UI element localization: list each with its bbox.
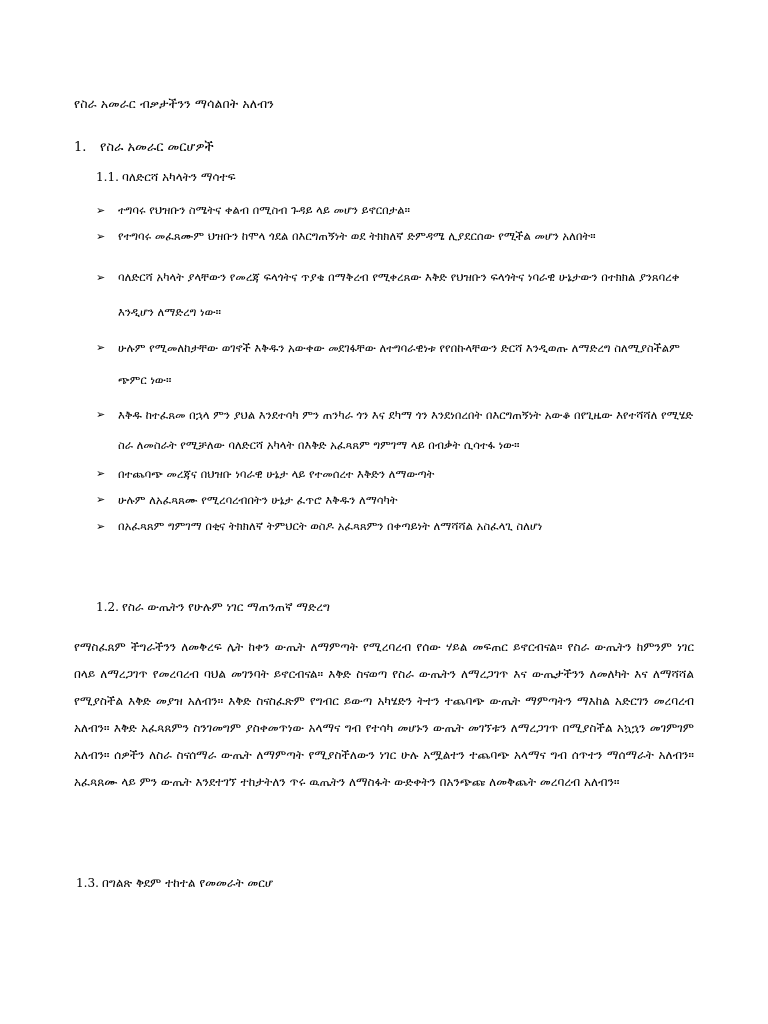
bullet-list bbox=[96, 200, 708, 539]
arrow-bullet-icon: ➢ bbox=[96, 520, 106, 533]
bullet-text: የተግባሩ መፈጸሙም ህዝቡን ከሞላ ጎደል በእርግጠኝነት ወደ ትክክለኛ ድምዳሜ ሊያደርሰው የሚችል መሆን አለበት። bbox=[118, 229, 596, 243]
section-1-number: 1. bbox=[74, 140, 87, 155]
subsection-1-2-number: 1.2. bbox=[96, 600, 119, 614]
section-1-text: የስራ አመራር መርሆዎች bbox=[100, 140, 214, 155]
document-title: የስራ አመራር ብቃታችንን ማሳልበት አለብን bbox=[74, 96, 274, 111]
bullet-text: በአፈጻጸም ግምገማ በቂና ትክክለኛ ትምህርት ወስዶ አፈጻጸምን በቀጣይነት ለማሻሻል አስፈላጊ ስለሆነ bbox=[118, 519, 543, 533]
bullet-text: ሁሉም ለአፈጻጸሙ የሚረባረብበትን ሁኔታ ፈጥሮ እቅዱን ለማሳካት bbox=[118, 493, 398, 507]
arrow-bullet-icon: ➢ bbox=[96, 467, 106, 480]
subsection-1-3-number: 1.3. bbox=[76, 876, 99, 890]
bullet-text: እቅዱ ከተፈጸመ በኋላ ምን ያህል እንደተሳካ ምን ጠንካራ ጎን እና ደካማ ጎን እንደነበረበት በእርግጠኝነት አውቆ በየጊዜው እየተሻሻለ የሚሄድ ስራ ለመስራት የሚቻለው ባለድርሻ አካላት በእቅድ አፈጻጸም ግምገማ ላይ በብቃት ሲሳተፋ ነው። bbox=[118, 408, 694, 452]
arrow-bullet-icon: ➢ bbox=[96, 204, 106, 217]
bullet-item bbox=[96, 260, 708, 330]
subsection-1-1-number: 1.1. bbox=[96, 170, 119, 184]
bullet-item bbox=[96, 332, 708, 396]
bullet-text: ሁሉም የሚመለከታቸው ወገኖች እቅዱን አውቀው መደገፋቸው ለተግባራዊነቱ የየበኩላቸውን ድርሻ እንዲወጡ ለማድረግ ስለሚያስችልም ጭምር ነው። bbox=[118, 341, 680, 387]
bullet-item bbox=[96, 488, 708, 512]
arrow-bullet-icon: ➢ bbox=[96, 408, 106, 421]
arrow-bullet-icon: ➢ bbox=[96, 230, 106, 243]
subsection-1-3-heading bbox=[76, 876, 273, 891]
bullet-item bbox=[96, 400, 708, 460]
bullet-item bbox=[96, 200, 708, 221]
subsection-1-3-text: በግልጽ ቅደም ተከተል የመመራት መርሆ bbox=[102, 876, 274, 890]
bullet-text: ባለድርሻ አካላት ያላቸውን የመረጃ ፍላጎትና ጥያቄ በማቅረብ የሚቀረጸው እቅድ የህዝቡን ፍላጎትና ነባራዊ ሁኔታውን በተክክል ያንጸባረቀ እንዲሆን ለማድረግ ነው። bbox=[118, 270, 680, 319]
bullet-text: ተግባሩ የህዝቡን ስሜትና ቀልብ በሚስብ ጉዳይ ላይ መሆን ይኖርበታል። bbox=[118, 203, 410, 217]
bullet-text: በተጨባጭ መረጃና በህዝቡ ነባራዊ ሁኔታ ላይ የተመሰረተ እቅድን ለማውጣት bbox=[118, 467, 435, 481]
subsection-1-2-heading bbox=[96, 600, 330, 615]
section-1-heading bbox=[74, 140, 214, 155]
body-paragraph: የማስፈጸም ችግራችንን ለመቅረፍ ሌት ከቀን ውጤት ለማምጣት የሚረባረብ የሰው ሃይል መፍጠር ይኖርብናል። የስራ ውጤትን ከምንም ነገር በላይ ለማረጋገጥ የመረባረብ ባህል መገንባት ይኖርብናል። እቅድ ስናወጣ የስራ ውጤትን ለማረጋገጥ እና ውጤታችንን ለመለካት እና ለማሻሻል የሚያስችል እቅድ መያዝ አለብን። እቅድ ስናስፈጽም የግብር ይውጣ አካሄድን ትተን ተጨባጭ ውጤት ማምጣትን ማእከል አድርገን መረባረብ አለብን። እቅድ አፈጻጸምን ስንገመግም ያስቀመጥነው አላማና ግብ የተሳካ መሆኑን ውጤት መገኘቱን ለማረጋገጥ በሚያስችል አኳኋን መገምገም አለብን። ሰዎችን ለስራ ስናሰማራ ውጤት ለማምጣት የሚያስችለውን ነገር ሁሉ አሟልተን ተጨባጭ አላማና ግብ ሰጥተን ማሰማራት አለብን። አፈጻጸሙ ላይ ምን ውጤት እንደተገኘ ተከታትለን ጥሩ ዉጤትን ለማስፋት ውድቀትን በአንጭጩ ለመቅጨት መረባረብ አለብን። bbox=[74, 640, 694, 789]
arrow-bullet-icon: ➢ bbox=[96, 271, 106, 284]
subsection-1-1-heading bbox=[96, 170, 236, 185]
bullet-item bbox=[96, 224, 708, 249]
subsection-1-2-text: የስራ ውጤትን የሁሉም ነገር ማጠንጠኛ ማድረግ bbox=[122, 600, 330, 614]
arrow-bullet-icon: ➢ bbox=[96, 493, 106, 506]
bullet-item bbox=[96, 514, 708, 539]
bullet-item bbox=[96, 462, 708, 486]
arrow-bullet-icon: ➢ bbox=[96, 341, 106, 354]
subsection-1-1-text: ባለድርሻ አካላትን ማሳተፍ bbox=[122, 170, 236, 184]
